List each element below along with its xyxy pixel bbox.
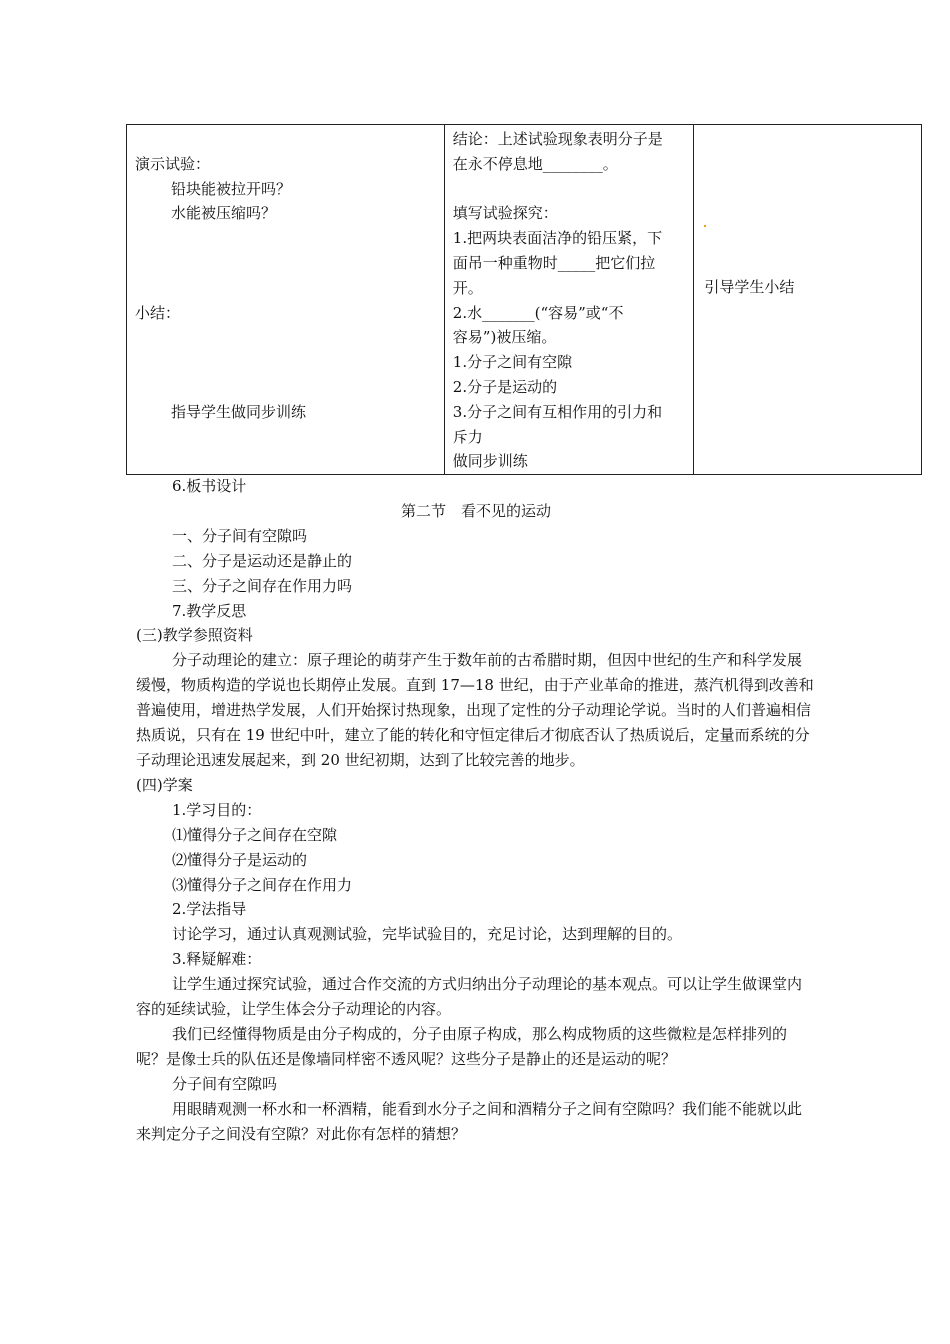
section-title: 第二节 看不见的运动 [400,501,551,520]
item1-line-b: 面吊一种重物时_____把它们拉 [452,253,656,272]
item1-line-a: 1.把两块表面洁净的铅压紧，下 [452,229,663,248]
lesson-table [126,124,922,475]
point-1: 1.分子之间有空隙 [452,353,573,372]
item2-line-b: 容易”)被压缩。 [452,328,557,347]
reflection-heading: 7.教学反思 [172,601,247,620]
outline-item-1: 一、分子间有空隙吗 [172,526,308,545]
conclusion-line-1: 结论：上述试验现象表明分子是 [452,130,663,148]
point-3-line-b: 斥力 [452,427,483,446]
doubt-paragraph-2: 我们已经懂得物质是由分子构成的，分子由原子构成，那么构成物质的这些微粒是怎样排列的呢？是像士兵的队伍还是像墙同样密不透风呢？这些分子是静止的还是运动的呢？ [136,1024,788,1068]
training-text: 做同步训练 [452,452,528,471]
point-2: 2.分子是运动的 [452,377,558,396]
reference-paragraph: 分子动理论的建立：原子理论的萌芽产生于数年前的古希腊时期，但因中世纪的生产和科学发展缓慢，物质构造的学说也长期停止发展。直到 17—18 世纪，由于产业革命的推进，蒸汽机得到改善和普遍使用，增进热学发展，人们开始探讨热现象，出现了定性的分子动理论学说。当时的人们普遍相信热质说，只有在 19 世纪中叶，建立了能的转化和守恒定律后才彻底否认了热质说后，定量而系统的分子动理论迅速发展起来，到 20 世纪初期，达到了比较完善的地步。 [136,651,814,769]
design-intent-cell [694,125,922,475]
gap-paragraph: 用眼睛观测一杯水和一杯酒精，能看到水分子之间和酒精分子之间有空隙吗？我们能不能就以此来判定分子之间没有空隙？对此你有怎样的猜想？ [136,1099,803,1143]
guide-text: 指导学生做同步训练 [171,402,307,421]
item1-line-c: 开。 [452,278,483,297]
goal-item-2: ⑵懂得分子是运动的 [172,850,308,869]
outline-item-3: 三、分子之间存在作用力吗 [172,576,353,595]
item2-prefix: 2.水 [452,303,483,322]
study-plan-heading: (四)学案 [136,775,193,794]
doubt-heading: 3.释疑解难： [172,950,262,969]
gap-question: 分子间有空隙吗 [172,1074,278,1093]
item2-blank: _______ [482,303,535,322]
doubt-paragraph-1: 让学生通过探究试验，通过合作交流的方式归纳出分子动理论的基本观点。可以让学生做课堂内容的延续试验，让学生体会分子动理论的内容。 [136,975,803,1019]
method-heading: 2.学法指导 [172,900,247,919]
guide-summary-text: 引导学生小结 [704,278,795,296]
student-activity-cell [444,125,694,475]
demo-label: 演示试验： [135,154,211,173]
reference-heading: (三)教学参照资料 [136,626,253,645]
conclusion-line-2: 在永不停息地________。 [452,154,618,173]
demo-question-1: 铅块能被拉开吗？ [171,179,292,198]
summary-label: 小结： [135,303,181,322]
goal-item-1: ⑴懂得分子之间存在空隙 [172,825,338,844]
fill-title: 填写试验探究： [452,204,558,223]
demo-question-2: 水能被压缩吗？ [171,204,277,223]
body-text [136,474,816,1146]
item2-line-a [453,301,688,326]
table-row [127,125,922,475]
goal-item-3: ⑶懂得分子之间存在作用力 [172,875,353,894]
teacher-activity-cell [127,125,445,475]
outline-item-2: 二、分子是运动还是静止的 [172,551,353,570]
method-text: 讨论学习，通过认真观测试验，完毕试验目的，充足讨论，达到理解的目的。 [172,925,683,944]
goal-heading: 1.学习目的： [172,800,262,819]
board-design-heading: 6.板书设计 [172,477,247,495]
stray-mark [704,225,706,227]
point-3-line-a: 3.分子之间有互相作用的引力和 [452,402,663,421]
item2-suffix: (“容易”或“不 [534,303,624,322]
